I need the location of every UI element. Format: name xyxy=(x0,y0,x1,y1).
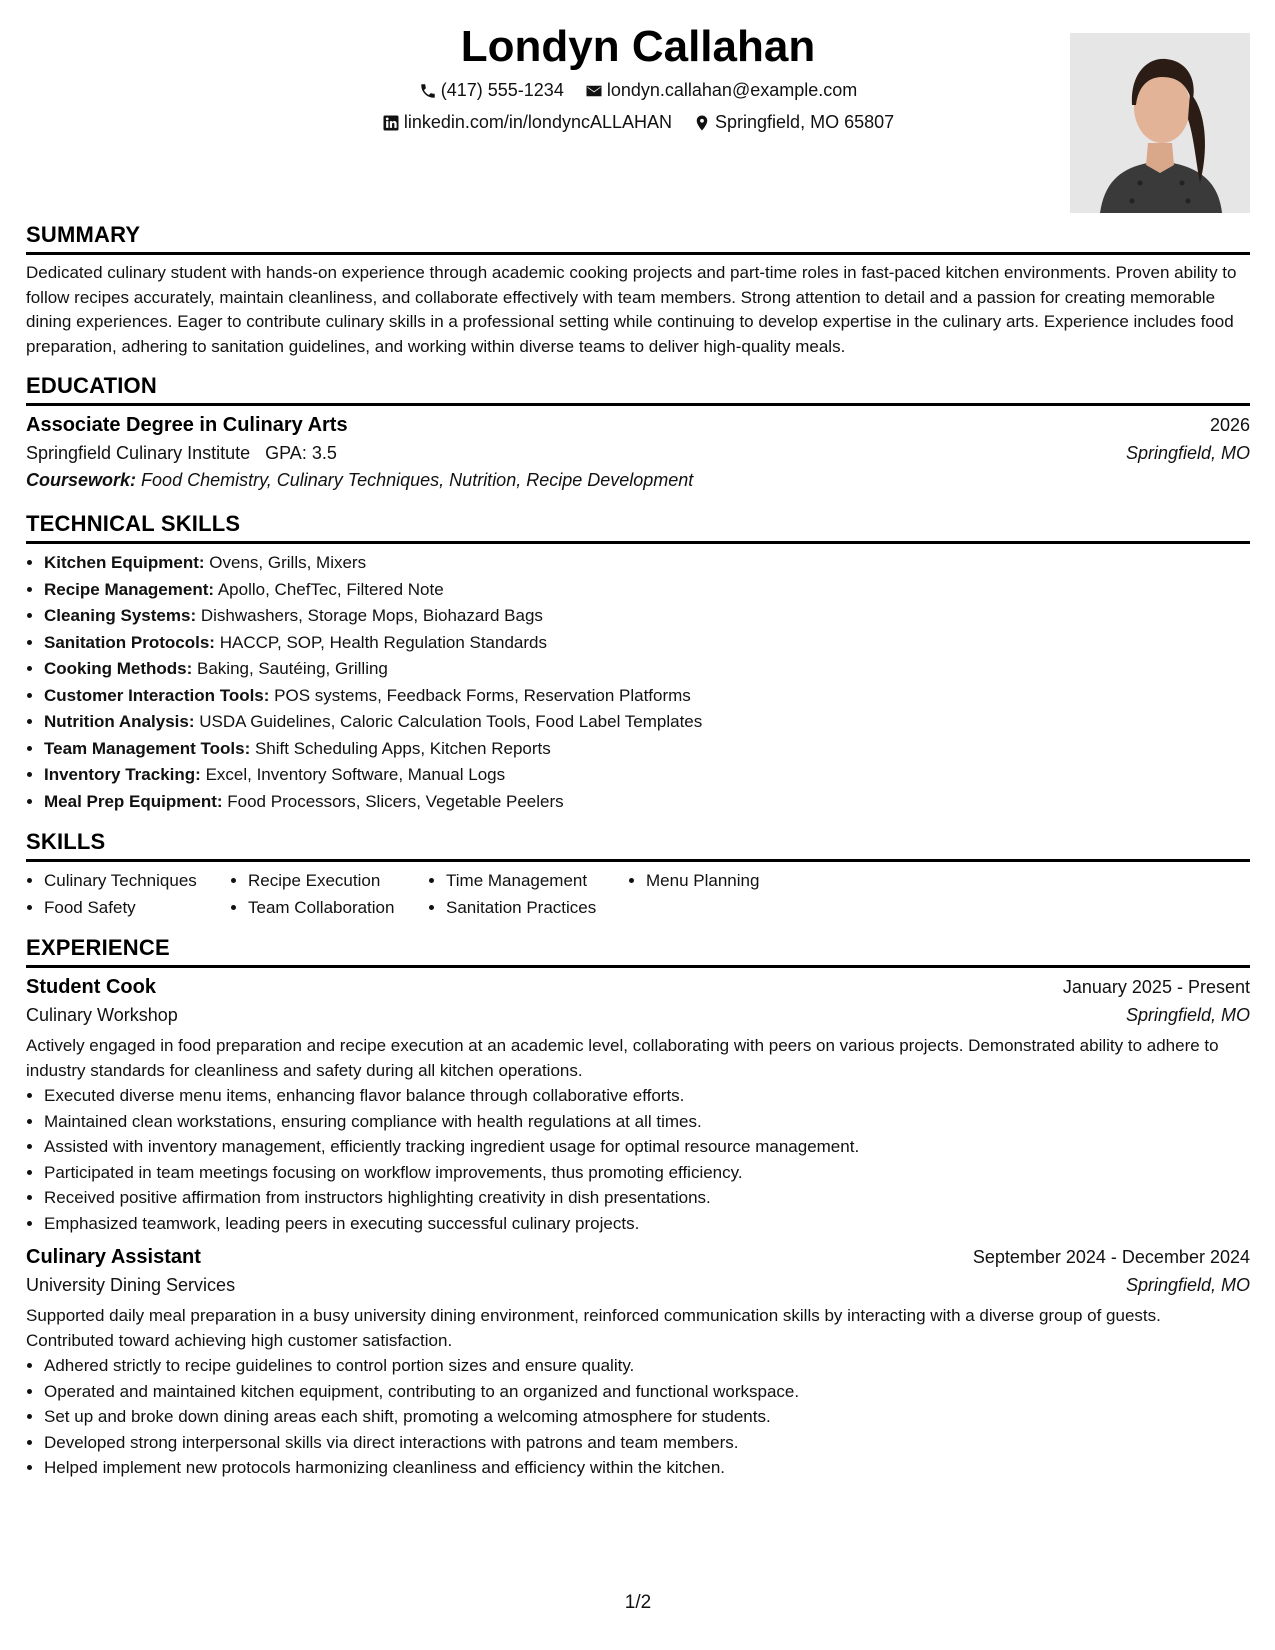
technical-skills-section xyxy=(26,511,1250,815)
job-entry xyxy=(26,1246,1250,1481)
skill-label: Team Management Tools: xyxy=(44,738,251,758)
coursework-line xyxy=(26,470,1250,491)
coursework-label: Coursework: xyxy=(26,470,137,490)
list-item: Culinary Techniques xyxy=(44,871,197,890)
list-item xyxy=(44,736,1250,763)
gpa: GPA: 3.5 xyxy=(265,443,337,463)
degree-title: Associate Degree in Culinary Arts xyxy=(26,414,348,436)
resume-page xyxy=(26,0,1250,1650)
skill-value: Shift Scheduling Apps, Kitchen Reports xyxy=(254,738,551,758)
list-item: • Operated and maintained kitchen equipment, contributing to an organized and functional workspace. xyxy=(44,1379,1250,1405)
skill-label: Recipe Management: xyxy=(44,579,215,599)
profile-photo xyxy=(1070,33,1250,213)
education-row-1 xyxy=(26,414,1250,437)
technical-skills-heading: TECHNICAL SKILLS xyxy=(26,511,1250,544)
list-item xyxy=(44,789,1250,816)
job-dates: January 2025 - Present xyxy=(1062,977,1250,997)
skill-label: Customer Interaction Tools: xyxy=(44,685,270,705)
portrait-image xyxy=(1070,33,1250,213)
list-item: • Assisted with inventory management, efficiently tracking ingredient usage for optimal resource management. xyxy=(44,1134,1250,1160)
list-item: • Received positive affirmation from instructors highlighting creativity in dish presentations. xyxy=(44,1185,1250,1211)
list-item: Food Safety xyxy=(44,897,136,917)
list-item: Team Collaboration xyxy=(248,897,395,917)
list-item xyxy=(44,709,1250,736)
skill-label: Meal Prep Equipment: xyxy=(44,791,223,811)
phone-contact xyxy=(419,80,564,101)
location-text: Springfield, MO 65807 xyxy=(715,112,895,132)
location-contact xyxy=(693,112,894,133)
technical-skills-list xyxy=(26,550,1250,815)
list-item: Menu Planning xyxy=(646,871,760,890)
job-location: Springfield, MO xyxy=(1125,1005,1250,1025)
job-bullets xyxy=(26,1083,1250,1236)
education-row-2 xyxy=(26,443,1250,464)
phone-text: (417) 555-1234 xyxy=(440,80,564,100)
list-item xyxy=(44,577,1250,604)
job-subheader xyxy=(26,1275,1250,1296)
email-text[interactable]: londyn.callahan@example.com xyxy=(606,80,858,100)
skill-value: Excel, Inventory Software, Manual Logs xyxy=(205,765,506,784)
list-item xyxy=(44,630,1250,657)
skill-value: Baking, Sautéing, Grilling xyxy=(197,659,388,678)
job-description: Supported daily meal preparation in a busy university dining environment, reinforced communication skills by interacting with a diverse group of guests. Contributed toward achieving high customer satisfaction. xyxy=(26,1306,1161,1350)
job-title: Culinary Assistant xyxy=(26,1246,201,1268)
coursework-list: Food Chemistry, Culinary Techniques, Nutrition, Recipe Development xyxy=(141,470,694,490)
school-line xyxy=(26,443,337,464)
job-description: Actively engaged in food preparation and recipe execution at an academic level, collaborating with peers on various projects. Demonstrated ability to adhere to industry standards for cleanliness and safety during all kitchen operations. xyxy=(26,1036,1219,1080)
education-section xyxy=(26,373,1250,491)
list-item xyxy=(44,762,1250,789)
list-item xyxy=(44,656,1250,683)
skill-value: Food Processors, Slicers, Vegetable Peelers xyxy=(227,791,564,811)
school-name: Springfield Culinary Institute xyxy=(26,443,251,463)
experience-section xyxy=(26,935,1250,1481)
job-company: Culinary Workshop xyxy=(26,1005,178,1025)
list-item: • Emphasized teamwork, leading peers in executing successful culinary projects. xyxy=(44,1211,1250,1237)
school-location: Springfield, MO xyxy=(1125,443,1250,463)
resume-header xyxy=(26,0,1250,210)
skill-label: Cleaning Systems: xyxy=(44,606,197,625)
job-company: University Dining Services xyxy=(26,1275,236,1295)
job-location: Springfield, MO xyxy=(1125,1275,1250,1295)
summary-section xyxy=(26,222,1250,359)
list-item: • Adhered strictly to recipe guidelines to control portion sizes and ensure quality. xyxy=(44,1353,1250,1379)
linkedin-icon xyxy=(382,114,400,132)
skill-label: Sanitation Protocols: xyxy=(44,632,215,652)
envelope-icon xyxy=(585,82,603,100)
contact-line-2 xyxy=(26,112,1250,137)
skill-label: Kitchen Equipment: xyxy=(44,553,205,572)
list-item: Recipe Execution xyxy=(248,871,381,890)
skill-label: Inventory Tracking: xyxy=(44,765,201,784)
contact-line-1 xyxy=(26,80,1250,105)
list-item: • Set up and broke down dining areas each shift, promoting a welcoming atmosphere for students. xyxy=(44,1404,1250,1430)
list-item: • Participated in team meetings focusing on workflow improvements, thus promoting efficiency. xyxy=(44,1160,1250,1186)
summary-text: Dedicated culinary student with hands-on experience through academic cooking projects and part-time roles in fast-paced kitchen environments. Proven ability to follow recipes accurately, maintain cleanliness, and collaborate effectively with team members. Strong attention to detail and a passion for creating memorable dining experiences. Eager to contribute culinary skills in a professional setting while continuing to develop expertise in the culinary arts. Experience includes food preparation, adhering to sanitation guidelines, and working within diverse teams to deliver high-quality meals. xyxy=(26,263,1237,356)
list-item: • Developed strong interpersonal skills via direct interactions with patrons and team members. xyxy=(44,1430,1250,1456)
skill-value: HACCP, SOP, Health Regulation Standards xyxy=(219,632,547,652)
skills-section xyxy=(26,829,1250,921)
job-dates: September 2024 - December 2024 xyxy=(972,1247,1250,1267)
skill-value: USDA Guidelines, Caloric Calculation Tools, Food Label Templates xyxy=(199,712,703,731)
graduation-year: 2026 xyxy=(1209,415,1250,435)
experience-heading: EXPERIENCE xyxy=(26,935,1250,968)
candidate-name: Londyn Callahan xyxy=(460,22,816,71)
linkedin-text[interactable]: linkedin.com/in/londyncALLAHAN xyxy=(403,112,672,132)
education-heading: EDUCATION xyxy=(26,373,1250,406)
skill-value: Dishwashers, Storage Mops, Biohazard Bags xyxy=(200,606,543,625)
skills-heading: SKILLS xyxy=(26,829,1250,862)
list-item: Sanitation Practices xyxy=(446,897,597,917)
job-subheader xyxy=(26,1005,1250,1026)
skill-value: Ovens, Grills, Mixers xyxy=(209,553,367,572)
job-entry xyxy=(26,976,1250,1236)
job-title: Student Cook xyxy=(26,976,156,998)
map-pin-icon xyxy=(693,114,711,132)
phone-icon xyxy=(419,82,437,100)
list-item xyxy=(44,683,1250,710)
skill-value: Apollo, ChefTec, Filtered Note xyxy=(217,579,444,599)
skills-list xyxy=(26,868,824,921)
job-header xyxy=(26,976,1250,999)
list-item xyxy=(44,603,1250,630)
skill-label: Nutrition Analysis: xyxy=(44,712,195,731)
list-item: • Executed diverse menu items, enhancing flavor balance through collaborative efforts. xyxy=(44,1083,1250,1109)
summary-heading: SUMMARY xyxy=(26,222,1250,255)
email-contact[interactable] xyxy=(585,80,857,101)
list-item xyxy=(44,550,1250,577)
skill-value: POS systems, Feedback Forms, Reservation Platforms xyxy=(274,685,691,705)
job-bullets xyxy=(26,1353,1250,1481)
page-number: 1/2 xyxy=(624,1592,652,1613)
list-item: Time Management xyxy=(446,871,588,890)
skill-label: Cooking Methods: xyxy=(44,659,193,678)
job-header xyxy=(26,1246,1250,1269)
linkedin-contact[interactable] xyxy=(382,112,672,133)
list-item: • Helped implement new protocols harmonizing cleanliness and efficiency within the kitchen. xyxy=(44,1455,1250,1481)
list-item: • Maintained clean workstations, ensuring compliance with health regulations at all times. xyxy=(44,1109,1250,1135)
